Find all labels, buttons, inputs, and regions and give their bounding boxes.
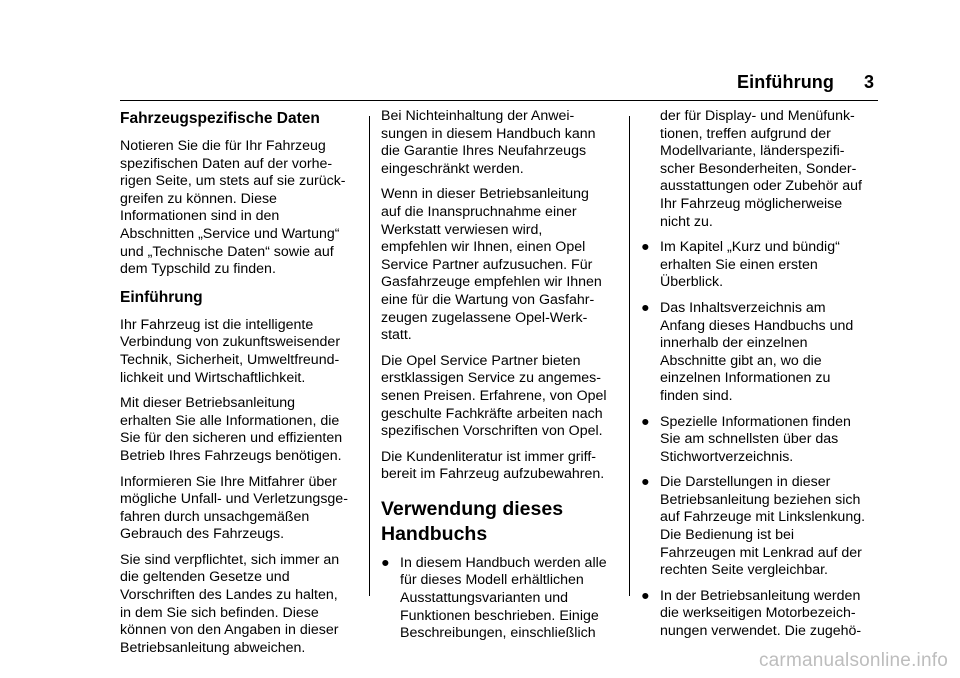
text-line: auf Fahrzeuge mit Linkslenkung.: [660, 509, 866, 526]
bullet-text: [660, 300, 881, 406]
text-line: scher Besonderheiten, Sonder-: [660, 160, 857, 177]
text-line: Die Bedienung ist bei: [660, 527, 795, 544]
text-line: die Garantie Ihres Neufahrzeugs: [381, 143, 587, 160]
text-line: Wenn in dieser Betriebsanleitung: [381, 186, 589, 203]
bullet-dot-icon: ●: [381, 554, 390, 571]
text-line: für dieses Modell erhältlichen: [400, 572, 584, 589]
bullet-item: [641, 414, 881, 467]
text-line: sungen in diesem Handbuch kann: [381, 125, 596, 142]
page-header: [120, 70, 878, 101]
text-line: Informieren Sie Ihre Mitfahrer über: [120, 473, 337, 490]
text-line: Betrieb Ihres Fahrzeugs benötigen.: [120, 447, 342, 464]
text-line: Betriebsanleitung beziehen sich: [660, 491, 861, 508]
text-line: Notieren Sie die für Ihr Fahrzeug: [120, 138, 326, 154]
bullet-dot-icon: ●: [641, 413, 650, 430]
paragraph: [120, 552, 360, 658]
bullet-text: [400, 555, 617, 643]
bullet-dot-icon: ●: [641, 474, 650, 491]
bullet-item: [641, 300, 881, 406]
text-line: in dem Sie sich befinden. Diese: [120, 604, 319, 621]
text-line: Die Kundenliteratur ist immer griff-: [381, 448, 596, 465]
column-divider: [369, 116, 370, 596]
text-line: Gebrauch des Fahrzeugs.: [120, 526, 285, 543]
text-line: finden sind.: [660, 387, 733, 404]
paragraph: [381, 186, 617, 344]
paragraph: [120, 138, 360, 279]
text-line: nungen verwendet. Die zugehö-: [660, 623, 862, 640]
paragraph: [120, 395, 360, 465]
text-line: rigen Seite, um stets auf sie zurück-: [120, 173, 346, 190]
text-line: dem Typschild zu finden.: [120, 261, 276, 278]
text-line: einzelnen Informationen zu: [660, 370, 831, 387]
column-3: [641, 108, 881, 649]
text-line: ausstattungen oder Zubehör auf: [660, 178, 862, 195]
chapter-heading: [381, 497, 617, 547]
text-line: Sie für den sicheren und effizienten: [120, 430, 343, 447]
text-line: Informationen sind in den: [120, 208, 280, 225]
text-line: Fahrzeugen mit Lenkrad auf der: [660, 544, 862, 561]
bullet-text: [660, 474, 881, 580]
text-line: tionen, treffen aufgrund der: [660, 125, 831, 142]
text-line: die werkseitigen Motorbezeich-: [660, 605, 856, 622]
text-line: empfehlen wir Ihnen, einen Opel: [381, 239, 586, 256]
text-line: Technik, Sicherheit, Umweltfreund-: [120, 351, 340, 368]
text-line: Überblick.: [660, 274, 724, 291]
text-line: können von den Angaben in dieser: [120, 622, 339, 639]
text-line: Stichwortverzeichnis.: [660, 448, 794, 465]
bullet-dot-icon: ●: [641, 299, 650, 316]
text-line: der für Display- und Menüfunk-: [660, 108, 855, 124]
text-line: statt.: [381, 327, 412, 344]
text-line: erhalten Sie einen ersten: [660, 256, 818, 273]
text-line: Verwendung dieses: [381, 497, 564, 520]
watermark: carmanualsonline.info: [758, 650, 948, 671]
text-line: Funktionen beschrieben. Einige: [400, 607, 599, 624]
bullet-text: [660, 108, 881, 231]
text-line: geschulte Fachkräfte arbeiten nach: [381, 405, 603, 422]
text-line: Betriebsanleitung abweichen.: [120, 639, 306, 656]
text-line: mögliche Unfall- und Verletzungsge-: [120, 491, 348, 508]
text-line: Gasfahrzeuge empfehlen wir Ihnen: [381, 274, 602, 291]
bullet-item: [641, 474, 881, 580]
column-1: [120, 108, 360, 665]
paragraph: [381, 108, 617, 178]
text-line: Die Opel Service Partner bieten: [381, 352, 581, 369]
text-line: Ihr Fahrzeug möglicherweise: [660, 195, 843, 212]
text-line: Anfang dieses Handbuchs und: [660, 317, 854, 334]
text-line: Vorschriften des Landes zu halten,: [120, 587, 338, 604]
text-line: Modellvariante, länderspezifi-: [660, 143, 845, 160]
text-line: erhalten Sie alle Informationen, die: [120, 412, 340, 429]
text-line: fahren durch unsachgemäßen: [120, 508, 310, 525]
text-line: Die Darstellungen in dieser: [660, 474, 831, 491]
text-line: bereit im Fahrzeug aufzubewahren.: [381, 466, 605, 483]
text-line: Bei Nichteinhaltung der Anwei-: [381, 108, 575, 124]
bullet-text: [660, 588, 881, 641]
bullet-dot-icon: ●: [641, 239, 650, 256]
bullet-item: [381, 555, 617, 643]
text-line: Ausstattungsvarianten und: [400, 590, 568, 607]
text-line: erstklassigen Service zu angemes-: [381, 370, 602, 387]
text-line: lichkeit und Wirtschaftlichkeit.: [120, 369, 306, 386]
text-line: In der Betriebsanleitung werden: [660, 587, 861, 604]
section-heading: Einführung: [120, 288, 203, 306]
bullet-text: [660, 414, 881, 467]
text-line: Das Inhaltsverzeichnis am: [660, 299, 826, 316]
bullet-continuation: [641, 108, 881, 231]
bullet-item: [641, 239, 881, 292]
text-line: innerhalb der einzelnen: [660, 335, 808, 352]
paragraph: [381, 353, 617, 441]
text-line: spezifischen Vorschriften von Opel.: [381, 423, 603, 440]
text-line: Service Partner aufzusuchen. Für: [381, 256, 593, 273]
text-line: eine für die Wartung von Gasfahr-: [381, 291, 595, 308]
text-line: Beschreibungen, einschließlich: [400, 625, 596, 642]
text-line: Ihr Fahrzeug ist die intelligente: [120, 316, 314, 333]
text-line: auf die Inanspruchnahme einer: [381, 203, 577, 220]
bullet-text: [660, 239, 881, 292]
page-number: 3: [863, 72, 874, 92]
paragraph: [120, 474, 360, 544]
text-line: Spezielle Informationen finden: [660, 413, 851, 430]
page-title: Einführung: [737, 72, 834, 92]
text-line: die geltenden Gesetze und: [120, 569, 290, 586]
paragraph: [120, 317, 360, 387]
text-line: greifen zu können. Diese: [120, 190, 277, 207]
text-line: Handbuchs: [381, 522, 488, 545]
text-line: Sie am schnellsten über das: [660, 431, 839, 448]
text-line: eingeschränkt werden.: [381, 160, 524, 177]
bullet-dot-icon: ●: [641, 587, 650, 604]
bullet-item: [641, 588, 881, 641]
text-line: senen Preisen. Erfahrene, von Opel: [381, 387, 607, 404]
column-divider: [629, 116, 630, 596]
column-2: [381, 108, 617, 651]
paragraph: [381, 449, 617, 484]
text-line: Verbindung von zukunftsweisender: [120, 334, 341, 351]
text-line: nicht zu.: [660, 213, 713, 230]
text-line: spezifischen Daten auf der vorhe-: [120, 155, 333, 172]
text-line: Mit dieser Betriebsanleitung: [120, 395, 296, 412]
text-line: Im Kapitel „Kurz und bündig“: [660, 239, 840, 256]
text-line: In diesem Handbuch werden alle: [400, 554, 607, 571]
text-line: und „Technische Daten“ sowie auf: [120, 243, 334, 260]
text-line: Abschnitte gibt an, wo die: [660, 352, 822, 369]
section-heading: Fahrzeugspezifische Daten: [120, 110, 320, 127]
text-line: zeugen zugelassene Opel-Werk-: [381, 309, 588, 326]
text-line: rechten Seite vergleichbar.: [660, 562, 828, 579]
text-line: Abschnitten „Service und Wartung“: [120, 225, 340, 242]
text-line: Werkstatt verwiesen wird,: [381, 221, 543, 238]
text-line: Sie sind verpflichtet, sich immer an: [120, 551, 340, 568]
